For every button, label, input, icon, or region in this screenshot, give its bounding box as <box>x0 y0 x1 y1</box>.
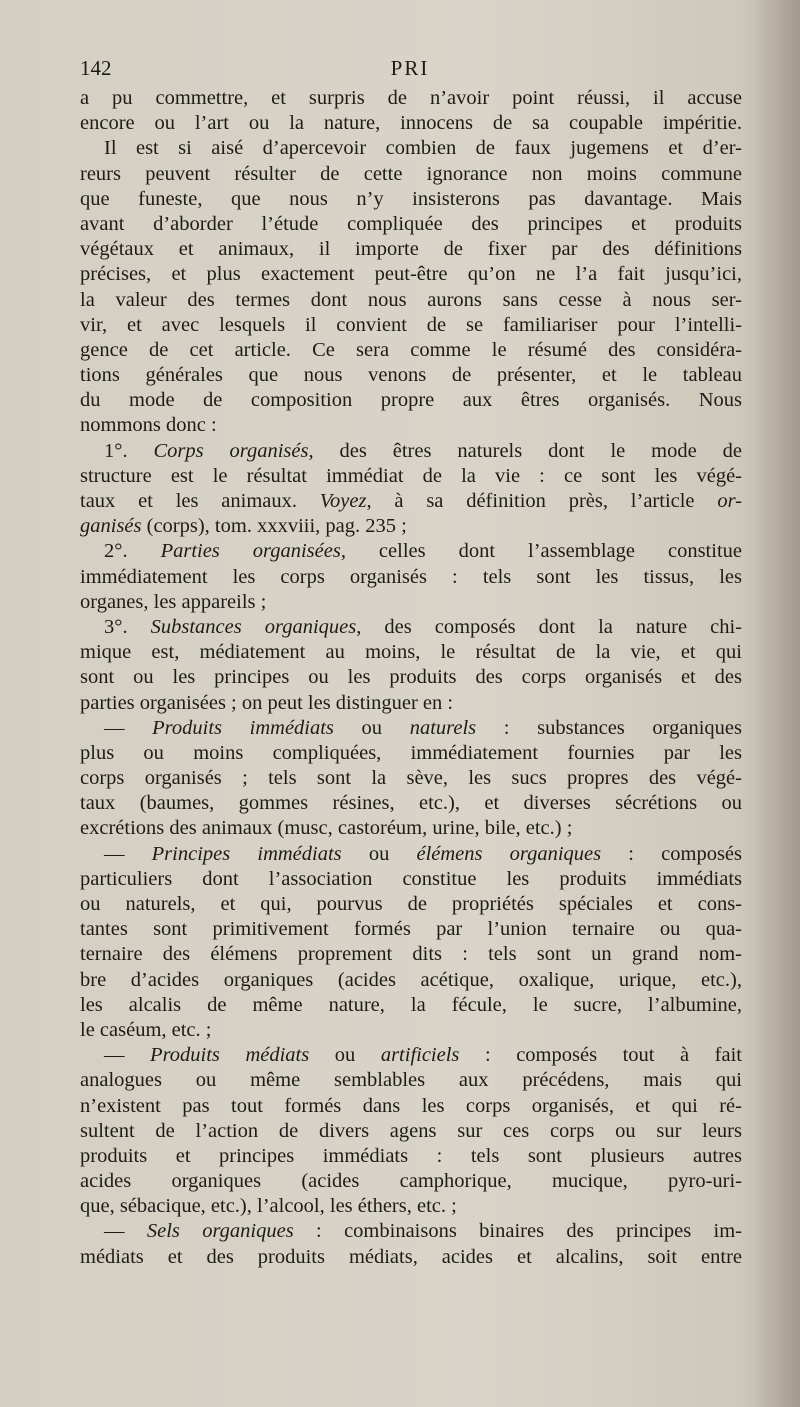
text-run: mique est, médiatement au moins, le résultat de la vie, et qui <box>80 641 742 664</box>
italic-term: élémens organiques <box>416 842 602 865</box>
italic-term: Principes immédiats <box>151 842 342 865</box>
text-run: (corps), tom. xxxviii, pag. 235 ; <box>141 515 407 538</box>
italic-term: Voyez <box>319 490 367 512</box>
text-run: reurs peuvent résulter de cette ignorance non moins commune <box>80 162 742 185</box>
text-line <box>80 1018 742 1043</box>
text-line <box>80 1043 742 1068</box>
page-header <box>80 56 740 82</box>
text-line <box>80 640 742 665</box>
text-run: que funeste, que nous n’y insisterons pas davantage. Mais <box>80 187 742 210</box>
text-run: — <box>104 716 153 739</box>
text-line <box>80 1219 742 1244</box>
text-line <box>80 691 742 716</box>
text-run: bre d’acides organiques (acides acétique, oxalique, urique, etc.), <box>80 968 742 991</box>
text-run: la valeur des termes dont nous aurons sans cesse à nous ser- <box>80 288 742 311</box>
text-run: corps organisés ; tels sont la sève, les sucs propres des végé- <box>80 767 742 790</box>
italic-term: Parties organisées <box>160 540 341 563</box>
italic-term: artificiels <box>380 1044 460 1067</box>
page-number: 142 <box>80 56 112 80</box>
text-run: excrétions des animaux (musc, castoréum, urine, bile, etc.) ; <box>80 817 573 840</box>
text-line <box>80 1144 742 1169</box>
text-line <box>80 212 742 237</box>
text-run: acides organiques (acides camphorique, mucique, pyro-uri- <box>80 1170 742 1193</box>
text-run: précises, et plus exactement peut-être qu’on ne l’a fait jusqu’ici, <box>80 263 742 286</box>
text-line <box>80 867 742 892</box>
text-run: n’existent pas tout formés dans les corps organisés, et qui ré- <box>80 1094 742 1117</box>
text-line <box>80 338 742 363</box>
text-run: : composés <box>601 842 742 865</box>
text-run: plus ou moins compliquées, immédiatement fournies par les <box>80 741 742 764</box>
text-line <box>80 615 742 640</box>
text-line <box>80 766 742 791</box>
text-run: ternaire des élémens proprement dits : tels sont un grand nom- <box>80 943 742 966</box>
text-line <box>80 187 742 212</box>
text-run: végétaux et animaux, il importe de fixer par des définitions <box>80 238 742 261</box>
italic-term: Produits immédiats <box>152 716 334 739</box>
text-run: , des êtres naturels dont le mode de <box>308 439 742 462</box>
text-run: vir, et avec lesquels il convient de se familiariser pour l’intelli- <box>80 313 742 336</box>
italic-term: naturels <box>409 716 477 739</box>
text-line <box>80 363 742 388</box>
text-run: , des composés dont la nature chi- <box>356 615 742 638</box>
text-run: médiats et des produits médiats, acides et alcalins, soit entre <box>80 1245 742 1268</box>
text-run: taux et les animaux. <box>80 490 320 512</box>
text-line <box>80 741 742 766</box>
text-run: ou <box>333 716 410 739</box>
italic-term: Corps organisés <box>153 439 309 462</box>
text-run: du mode de composition propre aux êtres organisés. Nous <box>80 389 742 412</box>
text-line <box>80 288 742 313</box>
text-line <box>80 514 742 539</box>
text-line <box>80 816 742 841</box>
text-line <box>80 439 742 464</box>
italic-term: Substances organiques <box>150 615 357 638</box>
text-line <box>80 716 742 741</box>
text-run: sont ou les principes ou les produits des corps organisés et des <box>80 666 742 689</box>
text-run: structure est le résultat immédiat de la vie : ce sont les végé- <box>80 464 742 487</box>
text-line <box>80 262 742 287</box>
text-run: analogues ou même semblables aux précédens, mais qui <box>80 1069 742 1092</box>
text-run: : composés tout à fait <box>459 1044 742 1067</box>
text-run: ou <box>309 1044 381 1067</box>
text-line <box>80 162 742 187</box>
text-run: — <box>104 1044 151 1067</box>
text-line <box>80 565 742 590</box>
italic-term: or- <box>717 490 742 512</box>
text-run: organes, les appareils ; <box>80 590 267 613</box>
text-line <box>80 237 742 262</box>
text-line <box>80 1068 742 1093</box>
text-line <box>80 1169 742 1194</box>
text-run: — <box>104 1220 147 1243</box>
text-run: taux (baumes, gommes résines, etc.), et diverses sécrétions ou <box>80 792 742 815</box>
text-run: gence de cet article. Ce sera comme le résumé des considéra- <box>80 338 742 361</box>
italic-term: ganisés <box>80 515 142 538</box>
text-run: produits et principes immédiats : tels sont plusieurs autres <box>80 1144 742 1167</box>
text-run: 2°. <box>104 540 161 563</box>
text-line <box>80 1194 742 1219</box>
text-line <box>80 111 742 136</box>
text-run: — <box>104 842 152 865</box>
text-run: : substances organiques <box>476 716 742 739</box>
text-run: immédiatement les corps organisés : tels sont les tissus, les <box>80 565 742 588</box>
text-run: a pu commettre, et surpris de n’avoir point réussi, il accuse <box>80 87 742 109</box>
text-line <box>80 539 742 564</box>
text-run: que, sébacique, etc.), l’alcool, les éthers, etc. ; <box>80 1195 457 1218</box>
text-line <box>80 942 742 967</box>
text-run: Il est si aisé d’apercevoir combien de faux jugemens et d’er- <box>104 137 742 160</box>
text-line <box>80 86 742 111</box>
text-line <box>80 968 742 993</box>
text-run: , à sa définition près, l’article <box>366 490 718 512</box>
text-line <box>80 1094 742 1119</box>
text-run: le caséum, etc. ; <box>80 1018 212 1041</box>
text-line <box>80 388 742 413</box>
text-run: sultent de l’action de divers agens sur ces corps ou sur leurs <box>80 1119 742 1142</box>
text-line <box>80 136 742 161</box>
text-line <box>80 489 742 514</box>
page-gutter-shadow <box>752 0 800 1407</box>
text-run: 3°. <box>104 615 151 638</box>
text-run: : combinaisons binaires des principes im- <box>293 1220 742 1243</box>
text-line <box>80 313 742 338</box>
text-run: les alcalis de même nature, la fécule, le sucre, l’albumine, <box>80 993 742 1016</box>
text-run: particuliers dont l’association constitue les produits immédiats <box>80 867 742 890</box>
text-run: encore ou l’art ou la nature, innocens de sa coupable impéritie. <box>80 112 742 135</box>
text-run: nommons donc : <box>80 414 217 437</box>
text-line <box>80 993 742 1018</box>
text-line <box>80 1119 742 1144</box>
italic-term: Sels organiques <box>146 1220 294 1243</box>
text-line <box>80 791 742 816</box>
running-title: PRI <box>390 56 430 80</box>
text-run: , celles dont l’assemblage constitue <box>340 540 742 563</box>
text-run: ou naturels, et qui, pourvus de propriétés spéciales et cons- <box>80 893 742 915</box>
text-line <box>80 842 742 867</box>
text-line <box>80 413 742 438</box>
text-line <box>80 464 742 489</box>
text-run: avant d’aborder l’étude compliquée des principes et produits <box>80 212 742 235</box>
text-run: parties organisées ; on peut les distinguer en : <box>80 691 454 714</box>
text-line <box>80 590 742 615</box>
italic-term: Produits médiats <box>150 1044 310 1067</box>
text-line <box>80 892 742 917</box>
text-run: tantes sont primitivement formés par l’union ternaire ou qua- <box>80 918 742 941</box>
text-line <box>80 1245 742 1270</box>
text-run: tions générales que nous venons de présenter, et le tableau <box>80 364 742 387</box>
text-run: 1°. <box>104 439 154 462</box>
text-line <box>80 665 742 690</box>
text-run: ou <box>341 842 417 865</box>
body-text <box>80 86 742 1270</box>
text-line <box>80 917 742 942</box>
